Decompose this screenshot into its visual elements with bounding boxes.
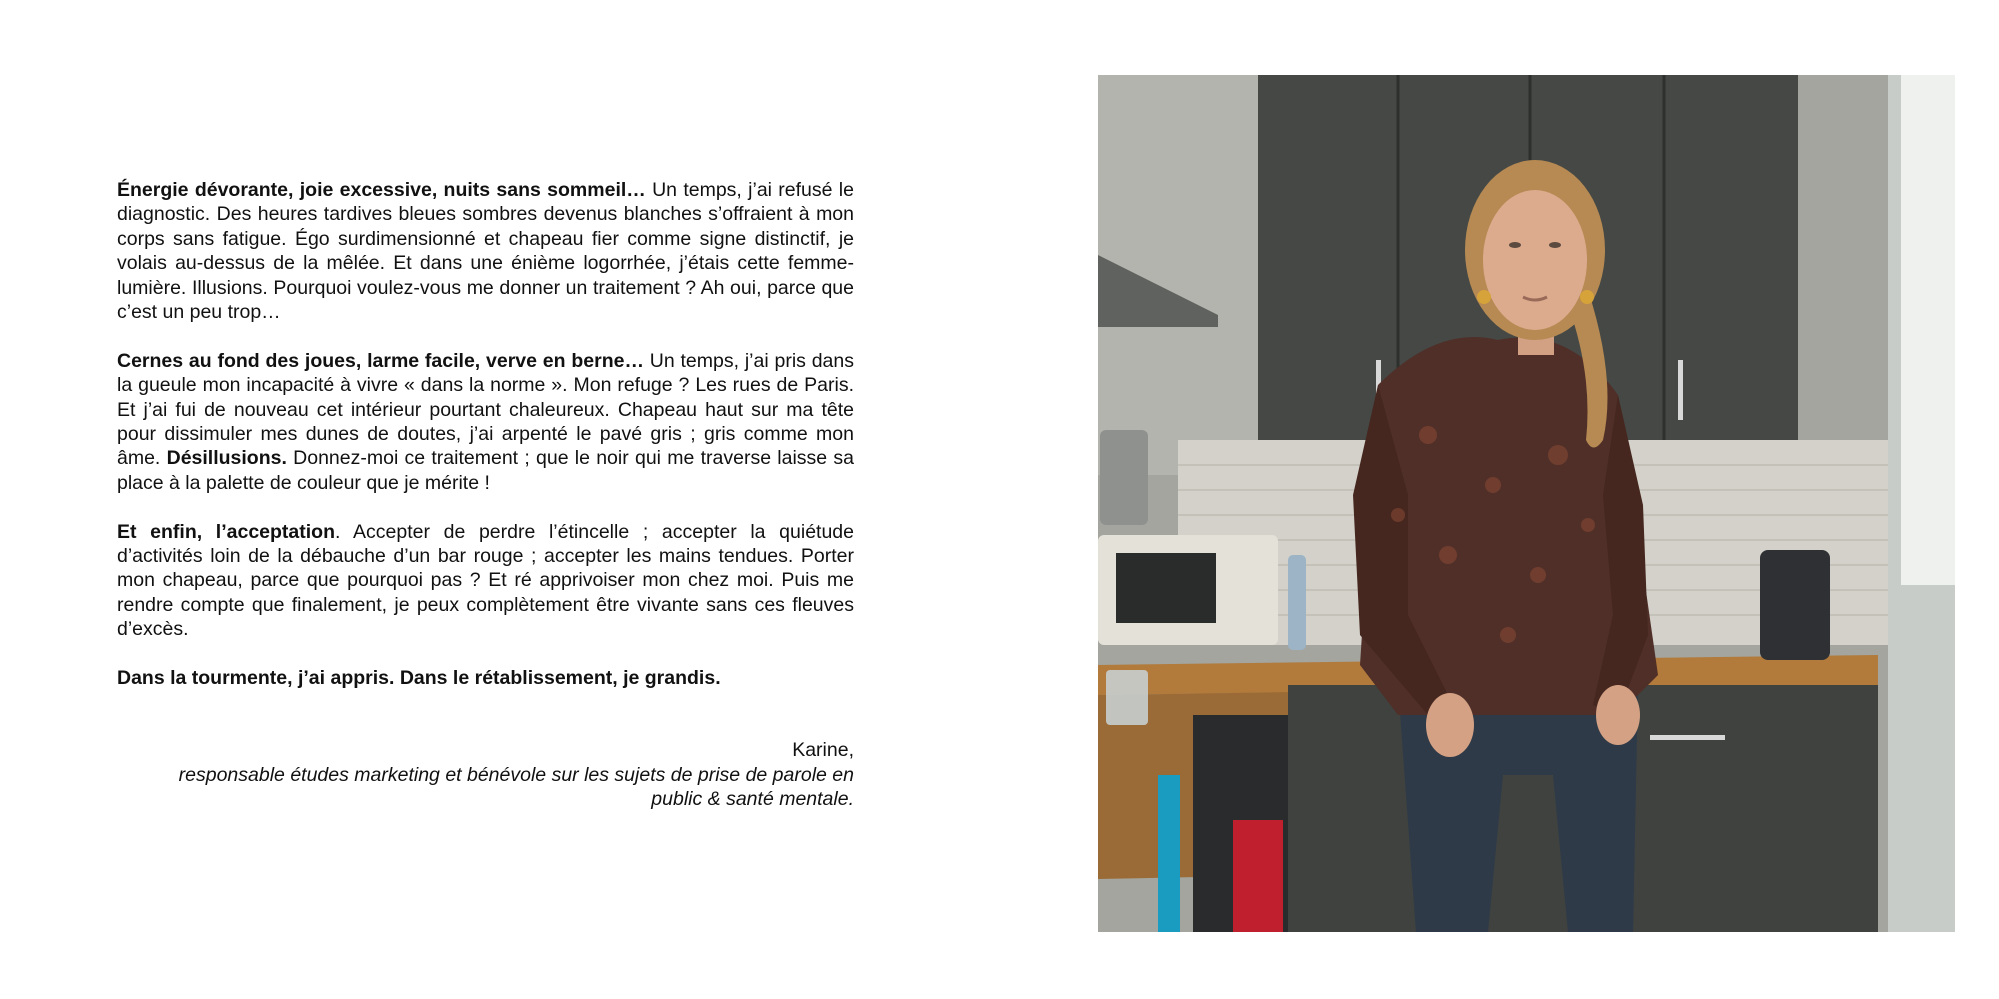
paragraph-2-body-end: Donnez-moi ce traitement ; que le noir qui me traverse laisse sa place à la palette de couleur que je mérite !: [117, 447, 854, 494]
paragraph-1: [117, 178, 854, 324]
left-hand: [1426, 693, 1474, 757]
paragraph-4-lead: Dans la tourmente, j’ai appris. Dans le rétablissement, je grandis.: [117, 667, 721, 690]
paragraph-3-lead: Et enfin, l’acceptation: [117, 520, 336, 543]
right-hand: [1596, 685, 1640, 745]
blue-towel: [1158, 775, 1180, 932]
testimony-text: [117, 178, 854, 812]
kitchen-portrait-illustration: [1098, 75, 1955, 932]
paragraph-3: [117, 520, 854, 642]
face: [1483, 190, 1587, 330]
signature-role: responsable études marketing et bénévole sur les sujets de prise de parole en public & santé mentale.: [178, 763, 854, 811]
earring: [1477, 290, 1491, 304]
water-glass: [1106, 670, 1148, 725]
kettle: [1100, 430, 1148, 525]
paragraph-3-body: . Accepter de perdre l’étincelle ; accepter la quiétude d’activités loin de la débauche d’un bar rouge ; accepter les mains tendues. Porter mon chapeau, parce que pourquoi pas ? Et ré apprivoiser mon chez moi. Puis me rendre compte que finalement, je peux complètement être vivante sans ces fleuves d’excès.: [117, 520, 854, 641]
drawer-handle: [1650, 735, 1725, 740]
earring: [1580, 290, 1594, 304]
paragraph-2-emphasis: Désillusions.: [166, 447, 287, 470]
paragraph-2-lead: Cernes au fond des joues, larme facile, verve en berne…: [117, 349, 644, 372]
signature-name: Karine,: [792, 739, 854, 762]
coffee-machine: [1760, 550, 1830, 660]
paragraph-2-body: Un temps, j’ai pris dans la gueule mon incapacité à vivre « dans la norme ». Mon refuge ? Les rues de Paris. Et j’ai fui de nouveau cet intérieur pourtant chaleureux. Chapeau haut sur ma tête pour dissimuler mes dunes de doutes, j’ai arpenté le pavé gris ; gris comme mon âme.: [117, 349, 854, 470]
water-bottle: [1288, 555, 1306, 650]
paragraph-4: [117, 666, 854, 690]
cabinet-handle: [1678, 360, 1683, 420]
paragraph-1-lead: Énergie dévorante, joie excessive, nuits sans sommeil…: [117, 179, 646, 201]
window-glass: [1901, 75, 1955, 585]
paragraph-1-body: Un temps, j’ai refusé le diagnostic. Des heures tardives bleues sombres devenus blanches s’offraient à mon corps sans fatigue. Égo surdimensionné et chapeau fier comme signe distinctif, je volais au-dessus de la mêlée. Et dans une énième logorrhée, j’étais cette femme-lumière. Illusions. Pourquoi voulez-vous me donner un traitement ? Ah oui, parce que c’est un peu trop…: [117, 179, 854, 324]
signature: [117, 738, 854, 811]
red-towel: [1233, 820, 1283, 932]
paragraph-2: [117, 349, 854, 495]
portrait-photo: [1098, 75, 1955, 932]
